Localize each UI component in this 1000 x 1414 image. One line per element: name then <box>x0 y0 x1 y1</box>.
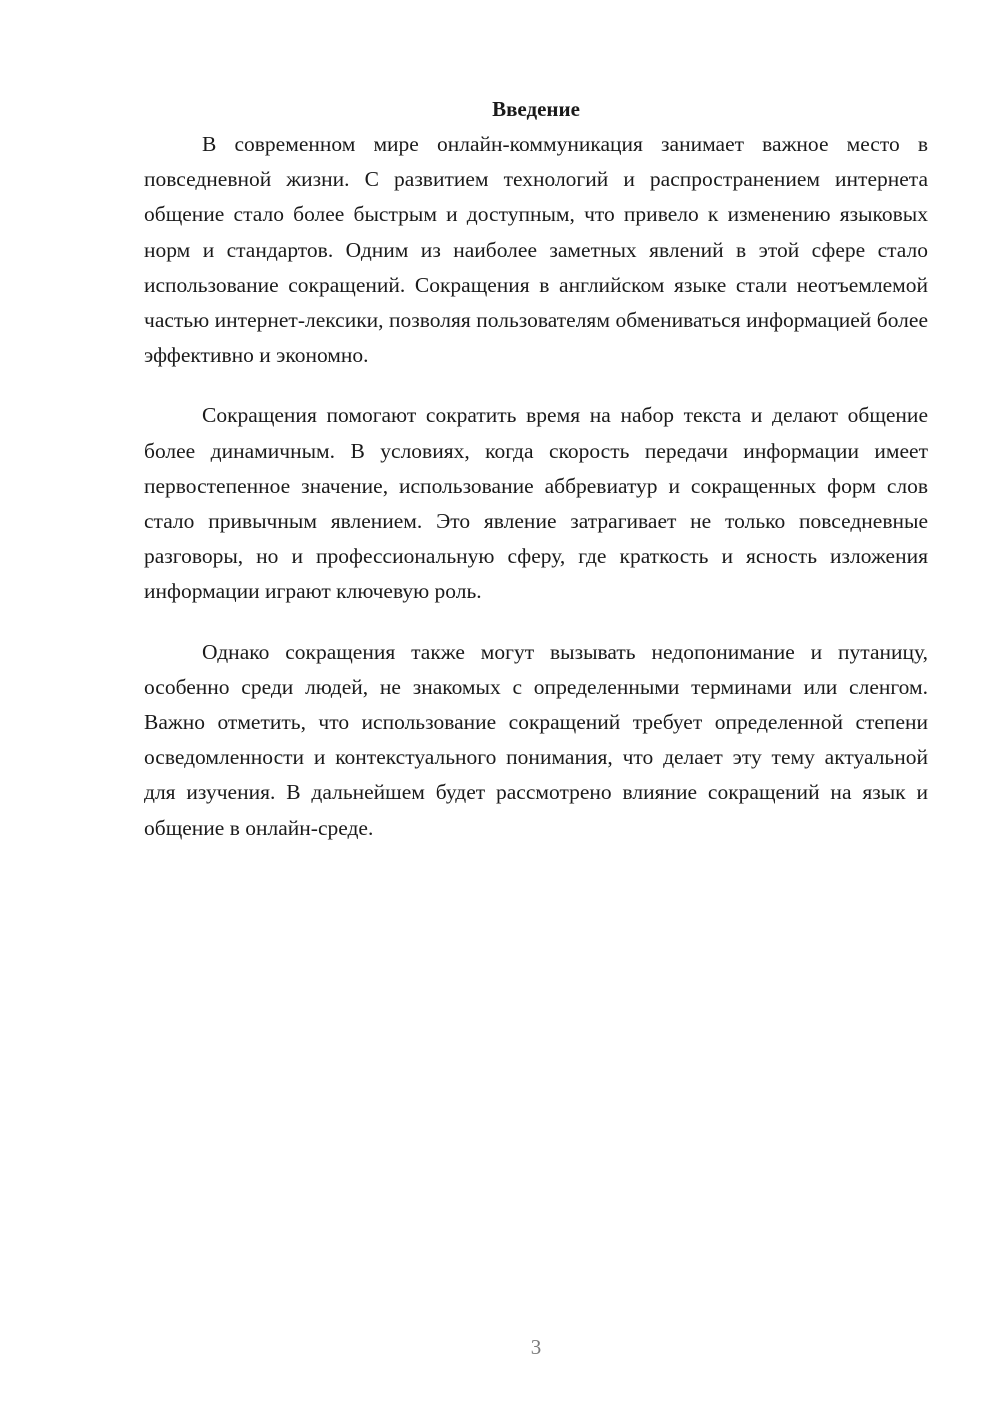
paragraph-3: Однако сокращения также могут вызывать недопонимание и путаницу, особенно среди людей, не знакомых с определенными терминами или сленгом. Важно отметить, что использование сокращений требует определенной степени осведомленности и контекстуального понимания, что делает эту тему актуальной для изучения. В дальнейшем будет рассмотрено влияние сокращений на язык и общение в онлайн-среде. <box>144 639 928 840</box>
paragraph-1: В современном мире онлайн-коммуникация занимает важное место в повседневной жизни. С развитием технологий и распространением интернета общение стало более быстрым и доступным, что привело к изменению языковых норм и стандартов. Одним из наиболее заметных явлений в этой сфере стало использование сокращений. Сокращения в английском языке стали неотъемлемой частью интернет-лексики, позволяя пользователям обмениваться информацией более эффективно и экономно. <box>144 132 928 368</box>
paragraph-2: Сокращения помогают сократить время на набор текста и делают общение более динамичным. В условиях, когда скорость передачи информации имеет первостепенное значение, использование аббревиатур и сокращенных форм слов стало привычным явлением. Это явление затрагивает не только повседневные разговоры, но и профессиональную сферу, где краткость и ясность изложения информации играют ключевую роль. <box>144 403 928 604</box>
page-number: 3 <box>530 1335 542 1359</box>
section-title: Введение <box>492 97 580 121</box>
page-content <box>144 92 928 871</box>
